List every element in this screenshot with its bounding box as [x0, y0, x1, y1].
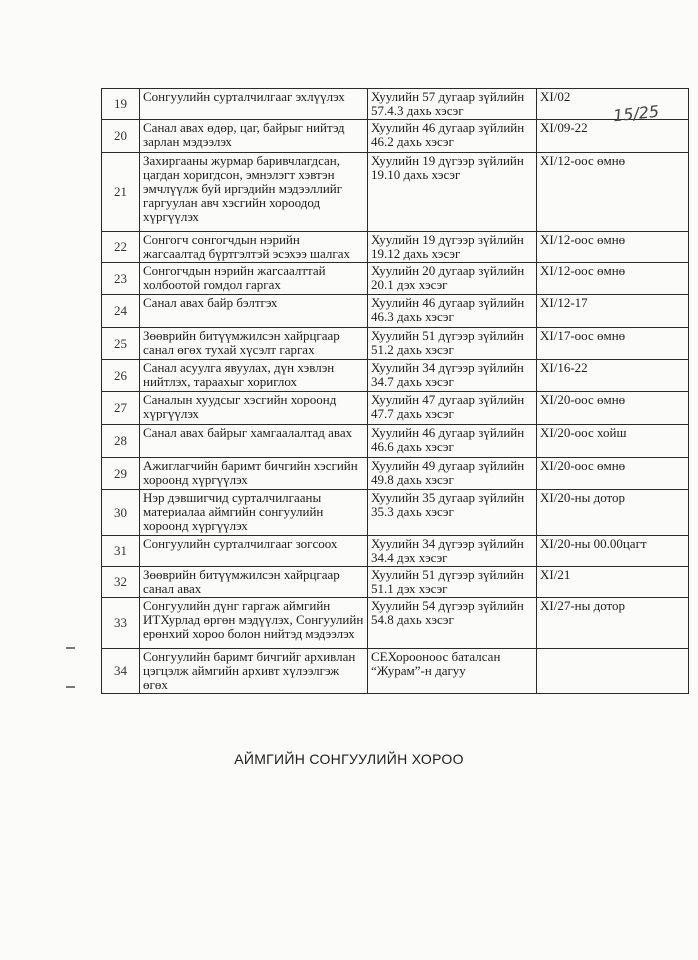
action-cell: Зөөврийн битүүмжилсэн хайрцгаар санал өгөх тухай хүсэлт гаргах — [140, 328, 368, 360]
row-number: 30 — [102, 490, 140, 536]
action-cell: Санал асуулга явуулах, дүн хэвлэн нийтлэх, тараахыг хориглох — [140, 360, 368, 392]
row-number: 34 — [102, 649, 140, 694]
deadline-cell: XI/09-22 — [537, 120, 689, 153]
row-number: 22 — [102, 232, 140, 263]
table-row — [102, 425, 689, 458]
deadline-cell: XI/27-ны дотор — [537, 598, 689, 649]
deadline-cell: XI/21 — [537, 567, 689, 598]
row-number: 24 — [102, 295, 140, 328]
committee-signature-line: АЙМГИЙН СОНГУУЛИЙН ХОРОО — [234, 751, 464, 767]
row-number: 33 — [102, 598, 140, 649]
legal-basis-cell: Хуулийн 19 дүгээр зүйлийн 19.10 дахь хэсэг — [368, 153, 537, 232]
action-cell: Сонгуулийн сурталчилгааг зогсоох — [140, 536, 368, 567]
action-cell: Саналын хуудсыг хэсгийн хороонд хүргүүлэх — [140, 392, 368, 425]
table-row — [102, 232, 689, 263]
table-row — [102, 598, 689, 649]
action-cell: Нэр дэвшигчид сурталчилгааны материалаа аймгийн сонгуулийн хороонд хүргүүлэх — [140, 490, 368, 536]
legal-basis-cell: Хуулийн 35 дугаар зүйлийн 35.3 дахь хэсэг — [368, 490, 537, 536]
deadline-cell — [537, 649, 689, 694]
row-number: 29 — [102, 458, 140, 490]
table-row — [102, 536, 689, 567]
row-number: 32 — [102, 567, 140, 598]
legal-basis-cell: Хуулийн 34 дүгээр зүйлийн 34.7 дахь хэсэг — [368, 360, 537, 392]
handwritten-page-number: 15/25 — [612, 101, 660, 126]
legal-basis-cell: Хуулийн 46 дугаар зүйлийн 46.6 дахь хэсэг — [368, 425, 537, 458]
legal-basis-cell: Хуулийн 49 дугаар зүйлийн 49.8 дахь хэсэг — [368, 458, 537, 490]
row-number: 26 — [102, 360, 140, 392]
deadline-cell: XI/02 — [537, 89, 689, 120]
legal-basis-cell: Хуулийн 54 дүгээр зүйлийн 54.8 дахь хэсэг — [368, 598, 537, 649]
row-number: 19 — [102, 89, 140, 120]
table-row — [102, 153, 689, 232]
legal-basis-cell: Хуулийн 20 дугаар зүйлийн 20.1 дэх хэсэг — [368, 263, 537, 295]
table-row — [102, 490, 689, 536]
table-row — [102, 458, 689, 490]
table-row — [102, 567, 689, 598]
action-cell: Санал авах өдөр, цаг, байрыг нийтэд зарлан мэдээлэх — [140, 120, 368, 153]
legal-basis-cell: Хуулийн 46 дугаар зүйлийн 46.2 дахь хэсэг — [368, 120, 537, 153]
action-cell: Санал авах байр бэлтгэх — [140, 295, 368, 328]
action-cell: Ажиглагчийн баримт бичгийн хэсгийн хороонд хүргүүлэх — [140, 458, 368, 490]
action-cell: Сонгуулийн баримт бичгийг архивлан цэгцэлж аймгийн архивт хүлээлгэж өгөх — [140, 649, 368, 694]
legal-basis-cell: Хуулийн 34 дүгээр зүйлийн 34.4 дэх хэсэг — [368, 536, 537, 567]
row-number: 27 — [102, 392, 140, 425]
deadline-cell: XI/20-ны дотор — [537, 490, 689, 536]
action-cell: Сонгогч сонгогчдын нэрийн жагсаалтад бүртгэлтэй эсэхээ шалгах — [140, 232, 368, 263]
row-number: 21 — [102, 153, 140, 232]
table-row — [102, 392, 689, 425]
legal-basis-cell: Хуулийн 57 дугаар зүйлийн 57.4.3 дахь хэсэг — [368, 89, 537, 120]
punch-mark — [66, 647, 75, 649]
row-number: 23 — [102, 263, 140, 295]
deadline-cell: XI/12-оос өмнө — [537, 153, 689, 232]
deadline-cell: XI/12-оос өмнө — [537, 232, 689, 263]
row-number: 31 — [102, 536, 140, 567]
action-cell: Захиргааны журмар баривчлагдсан, цагдан хоригдсон, эмнэлэгт хэвтэн эмчлүүлж буй иргэдийн мэдээллийг гаргуулан авч хэсгийн хороодод хүргүүлэх — [140, 153, 368, 232]
legal-basis-cell: СЕХорооноос баталсан “Журам”-н дагуу — [368, 649, 537, 694]
legal-basis-cell: Хуулийн 51 дүгээр зүйлийн 51.1 дэх хэсэг — [368, 567, 537, 598]
table-row — [102, 89, 689, 120]
deadline-cell: XI/16-22 — [537, 360, 689, 392]
deadline-cell: XI/20-оос хойш — [537, 425, 689, 458]
deadline-cell: XI/12-оос өмнө — [537, 263, 689, 295]
legal-basis-cell: Хуулийн 19 дүгээр зүйлийн 19.12 дахь хэсэг — [368, 232, 537, 263]
table-row — [102, 328, 689, 360]
deadline-cell: XI/17-оос өмнө — [537, 328, 689, 360]
legal-basis-cell: Хуулийн 47 дугаар зүйлийн 47.7 дахь хэсэг — [368, 392, 537, 425]
legal-basis-cell: Хуулийн 51 дүгээр зүйлийн 51.2 дахь хэсэг — [368, 328, 537, 360]
election-schedule-table — [101, 88, 689, 694]
table-row — [102, 295, 689, 328]
row-number: 28 — [102, 425, 140, 458]
action-cell: Сонгуулийн дүнг гаргаж аймгийн ИТХурлад өргөн мэдүүлэх, Сонгуулийн ерөнхий хороо болон нийтэд мэдээлэх — [140, 598, 368, 649]
deadline-cell: XI/12-17 — [537, 295, 689, 328]
table-row — [102, 263, 689, 295]
legal-basis-cell: Хуулийн 46 дугаар зүйлийн 46.3 дахь хэсэг — [368, 295, 537, 328]
punch-mark — [66, 686, 75, 688]
deadline-cell: XI/20-оос өмнө — [537, 392, 689, 425]
action-cell: Сонгуулийн сурталчилгааг эхлүүлэх — [140, 89, 368, 120]
deadline-cell: XI/20-ны 00.00цагт — [537, 536, 689, 567]
table-row — [102, 649, 689, 694]
deadline-cell: XI/20-оос өмнө — [537, 458, 689, 490]
row-number: 20 — [102, 120, 140, 153]
table-row — [102, 120, 689, 153]
row-number: 25 — [102, 328, 140, 360]
action-cell: Зөөврийн битүүмжилсэн хайрцгаар санал авах — [140, 567, 368, 598]
table-row — [102, 360, 689, 392]
action-cell: Санал авах байрыг хамгаалалтад авах — [140, 425, 368, 458]
action-cell: Сонгогчдын нэрийн жагсаалттай холбоотой гомдол гаргах — [140, 263, 368, 295]
